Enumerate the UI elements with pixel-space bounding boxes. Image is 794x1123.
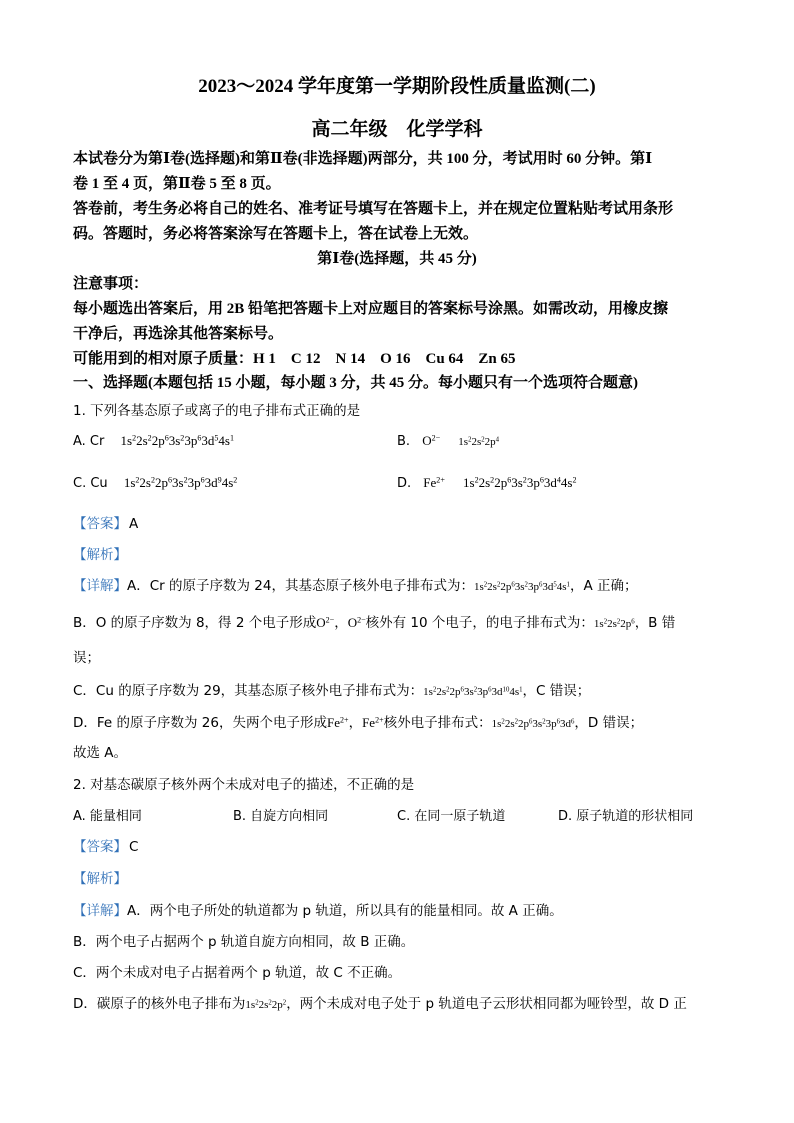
exam-subtitle: 高二年级 化学学科 <box>311 119 483 140</box>
q1-answer-value: A <box>129 516 139 532</box>
q1-option-a-formula: $1s^22s^22p^63s^23p^63d^54s^1$ <box>120 433 234 448</box>
q1-exp-d-sep: ， <box>348 715 363 731</box>
q1-exp-b-end: ，B 错 <box>634 615 676 631</box>
q1-exp-b-formula: $1s^22s^22p^6$ <box>593 618 635 630</box>
q1-option-d-formula: $1s^22s^22p^63s^23p^63d^44s^2$ <box>463 475 577 490</box>
q1-exp-b-text-2: 核外有 10 个电子，的电子排布式为： <box>365 615 594 631</box>
q2-exp-d-formula: $1s^22s^22p^2$ <box>245 999 287 1011</box>
q1-answer-tag: 【答案】 <box>73 516 127 532</box>
q1-exp-c-formula: $1s^22s^22p^63s^23p^63d^{10}4s^1$ <box>423 686 523 698</box>
q1-explanation-b-cont: 误； <box>73 650 100 666</box>
notes-heading: 注意事项： <box>73 276 149 292</box>
q1-option-c-formula: $1s^22s^22p^63s^23p^63d^94s^2$ <box>123 475 238 490</box>
q2-stem: 2. 对基态碳原子核外两个未成对电子的描述，不正确的是 <box>73 777 415 793</box>
q1-option-b-ion: $O^{2-}$ <box>422 433 441 448</box>
q1-option-b <box>397 433 499 449</box>
q1-option-b-formula: $1s^22s^22p^4$ <box>458 436 500 448</box>
q2-answer-tag: 【答案】 <box>73 839 127 855</box>
intro-line-3: 答卷前，考生务必将自己的姓名、准考证号填写在答题卡上，并在规定位置粘贴考试用条形 <box>73 201 674 217</box>
exam-title: 2023～2024 学年度第一学期阶段性质量监测(二) <box>198 76 596 97</box>
q2-explanation-b: B．两个电子占据两个 p 轨道自旋方向相同，故 B 正确。 <box>73 934 415 950</box>
q1-exp-d-formula: $1s^22s^22p^63s^23p^63d^6$ <box>491 718 575 730</box>
q1-option-d <box>397 475 576 491</box>
intro-line-1: 本试卷分为第Ⅰ卷(选择题)和第Ⅱ卷(非选择题)两部分，共 100 分，考试用时 60 分钟。第Ⅰ <box>73 151 653 167</box>
notes-line-2: 干净后，再选涂其他答案标号。 <box>73 326 284 342</box>
part1-title: 第Ⅰ卷(选择题，共 45 分) <box>317 251 477 267</box>
intro-line-4: 码。答题时，务必将答案涂写在答题卡上，答在试卷上无效。 <box>73 226 479 242</box>
q1-answer <box>73 512 138 532</box>
q1-exp-d-ion: $Fe^{2+}$ <box>327 715 349 730</box>
q2-option-b: B. 自旋方向相同 <box>233 809 329 824</box>
q1-exp-d-end: ，D 错误； <box>574 715 644 731</box>
q1-option-d-ion: $Fe^{2+}$ <box>423 475 445 490</box>
q1-explanation-d <box>73 711 643 731</box>
q2-exp-a-text: A．两个电子所处的轨道都为 p 轨道，所以具有的能量相同。故 A 正确。 <box>127 903 563 919</box>
q1-exp-b-sep: ， <box>334 615 348 631</box>
q1-option-d-label: D. <box>397 476 412 491</box>
q1-option-c <box>73 475 237 491</box>
intro-line-2: 卷 1 至 4 页，第Ⅱ卷 5 至 8 页。 <box>73 176 281 192</box>
q1-exp-d-ion-2: $Fe^{2+}$ <box>362 715 384 730</box>
atomic-masses: 可能用到的相对原子质量：H 1 C 12 N 14 O 16 Cu 64 Zn 65 <box>73 351 516 367</box>
q2-explanation-d <box>73 992 687 1012</box>
q2-analysis-tag: 【解析】 <box>73 871 127 887</box>
q1-option-a <box>73 433 234 449</box>
q1-exp-a-text: A．Cr 的原子序数为 24，其基态原子核外电子排布式为： <box>127 578 474 594</box>
q1-detail-tag: 【详解】 <box>73 578 127 594</box>
q1-stem: 1. 下列各基态原子或离子的电子排布式正确的是 <box>73 403 361 419</box>
q2-option-a: A. 能量相同 <box>73 809 142 824</box>
q2-answer-value: C <box>129 839 139 855</box>
q2-explanation-a <box>73 899 563 919</box>
section1-heading: 一、选择题(本题包括 15 小题，每小题 3 分，共 45 分。每小题只有一个选项符合题意) <box>73 375 638 391</box>
q1-exp-c-text: C．Cu 的原子序数为 29，其基态原子核外电子排布式为： <box>73 683 424 699</box>
q1-explanation-a <box>73 574 637 594</box>
q2-exp-d-text-2: ，两个未成对电子处于 p 轨道电子云形状相同都为哑铃型，故 D 正 <box>286 996 687 1012</box>
q1-option-b-label: B. <box>397 434 411 449</box>
q1-explanation-c <box>73 679 590 699</box>
q1-exp-c-end: ，C 错误； <box>522 683 591 699</box>
q1-explanation-b <box>73 611 675 631</box>
q2-answer <box>73 835 138 855</box>
q1-conclusion: 故选 A。 <box>73 745 128 761</box>
q1-exp-b-ion-2: $O^{2-}$ <box>347 615 366 630</box>
q1-exp-d-text-2: 核外电子排布式： <box>383 715 492 731</box>
q2-explanation-c: C．两个未成对电子占据着两个 p 轨道，故 C 不正确。 <box>73 965 402 981</box>
q1-analysis-tag: 【解析】 <box>73 547 127 563</box>
q2-option-c: C. 在同一原子轨道 <box>397 809 506 824</box>
q2-option-d: D. 原子轨道的形状相同 <box>558 809 694 824</box>
q1-exp-b-text: B．O 的原子序数为 8，得 2 个电子形成 <box>73 615 317 631</box>
q1-exp-d-text: D．Fe 的原子序数为 26，失两个电子形成 <box>73 715 327 731</box>
q1-option-c-label: C. Cu <box>73 476 108 491</box>
notes-line-1: 每小题选出答案后，用 2B 铅笔把答题卡上对应题目的答案标号涂黑。如需改动，用橡皮擦 <box>73 301 669 317</box>
q1-exp-a-formula: $1s^22s^22p^63s^23p^63d^54s^1$ <box>473 581 570 593</box>
q1-exp-a-end: ，A 正确； <box>569 578 638 594</box>
q2-detail-tag: 【详解】 <box>73 903 127 919</box>
q2-exp-d-text: D．碳原子的核外电子排布为 <box>73 996 246 1012</box>
q1-option-a-label: A. Cr <box>73 434 105 449</box>
q1-exp-b-ion: $O^{2-}$ <box>316 615 335 630</box>
